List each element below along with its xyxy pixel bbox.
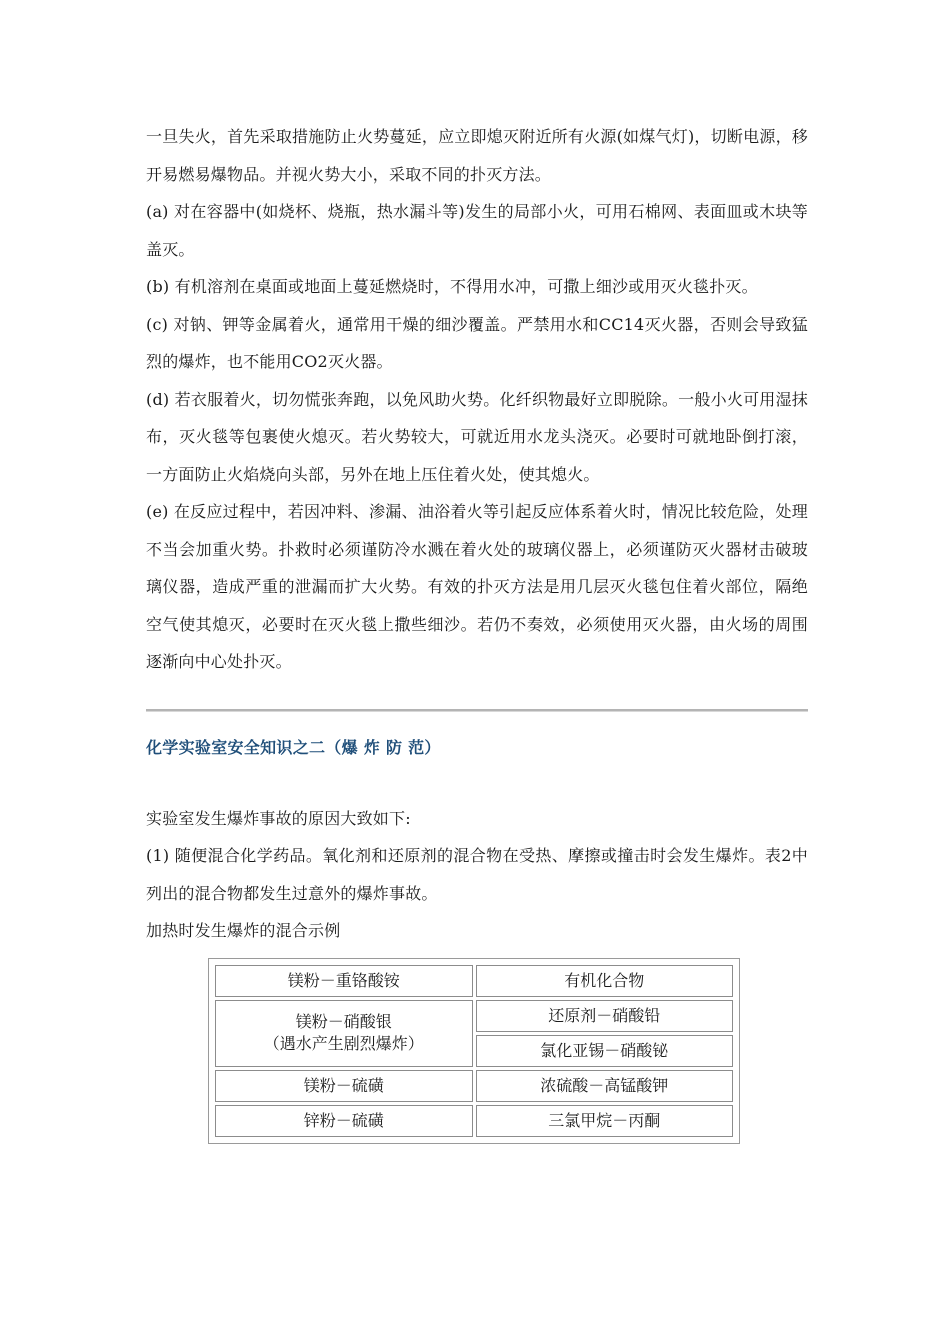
table-row bbox=[215, 965, 733, 997]
fire-paragraph-a: (a) 对在容器中(如烧杯、烧瓶，热水漏斗等)发生的局部小火，可用石棉网、表面皿或木块等盖灭。 bbox=[146, 202, 808, 259]
fire-paragraph-intro: 一旦失火，首先采取措施防止火势蔓延，应立即熄灭附近所有火源(如煤气灯)，切断电源，移开易燃易爆物品。并视火势大小，采取不同的扑灭方法。 bbox=[146, 127, 808, 184]
section-divider bbox=[146, 709, 808, 712]
table-cell: 镁粉－重铬酸铵 bbox=[215, 965, 473, 997]
table-cell-line: 镁粉－硝酸银 bbox=[295, 1012, 392, 1031]
explosion-item-1: (1) 随便混合化学药品。氧化剂和还原剂的混合物在受热、摩擦或撞击时会发生爆炸。表2中列出的混合物都发生过意外的爆炸事故。 bbox=[146, 846, 808, 903]
explosion-intro: 实验室发生爆炸事故的原因大致如下: bbox=[146, 808, 411, 828]
table-caption: 加热时发生爆炸的混合示例 bbox=[146, 921, 341, 940]
table-cell: 三氯甲烷－丙酮 bbox=[476, 1105, 734, 1137]
mixture-table bbox=[212, 962, 736, 1140]
fire-paragraph-b: (b) 有机溶剂在桌面或地面上蔓延燃烧时，不得用水冲，可撒上细沙或用灭火毯扑灭。 bbox=[146, 277, 758, 296]
document-page bbox=[146, 118, 808, 1144]
table-cell-line: （遇水产生剧烈爆炸） bbox=[263, 1034, 424, 1053]
explosion-section-body bbox=[146, 800, 808, 1144]
table-cell: 锌粉－硫磺 bbox=[215, 1105, 473, 1137]
fire-paragraph-c: (c) 对钠、钾等金属着火，通常用干燥的细沙覆盖。严禁用水和CC14灭火器，否则会导致猛烈的爆炸，也不能用CO2灭火器。 bbox=[146, 314, 808, 371]
table-cell: 镁粉－硫磺 bbox=[215, 1070, 473, 1102]
table-row bbox=[215, 1070, 733, 1102]
table-cell bbox=[215, 1000, 473, 1067]
table-cell: 有机化合物 bbox=[476, 965, 734, 997]
mixture-table-frame bbox=[208, 958, 740, 1144]
section-title: 化学实验室安全知识之二（爆 炸 防 范） bbox=[146, 737, 441, 757]
table-cell: 浓硫酸－高锰酸钾 bbox=[476, 1070, 734, 1102]
table-cell: 氯化亚锡－硝酸铋 bbox=[476, 1035, 734, 1067]
fire-paragraph-d: (d) 若衣服着火，切勿慌张奔跑，以免风助火势。化纤织物最好立即脱除。一般小火可用湿抹布，灭火毯等包裹使火熄灭。若火势较大，可就近用水龙头浇灭。必要时可就地卧倒打滚，一方面防止火焰烧向头部，另外在地上压住着火处，使其熄火。 bbox=[146, 389, 808, 484]
table-cell: 还原剂－硝酸铅 bbox=[476, 1000, 734, 1032]
table-row bbox=[215, 1000, 733, 1032]
table-row bbox=[215, 1105, 733, 1137]
fire-paragraph-e: (e) 在反应过程中，若因冲料、渗漏、油浴着火等引起反应体系着火时，情况比较危险，处理不当会加重火势。扑救时必须谨防冷水溅在着火处的玻璃仪器上，必须谨防灭火器材击破玻璃仪器，造成严重的泄漏而扩大火势。有效的扑灭方法是用几层灭火毯包住着火部位，隔绝空气使其熄灭，必要时在灭火毯上撒些细沙。若仍不奏效，必须使用灭火器，由火场的周围逐渐向中心处扑灭。 bbox=[146, 502, 808, 671]
